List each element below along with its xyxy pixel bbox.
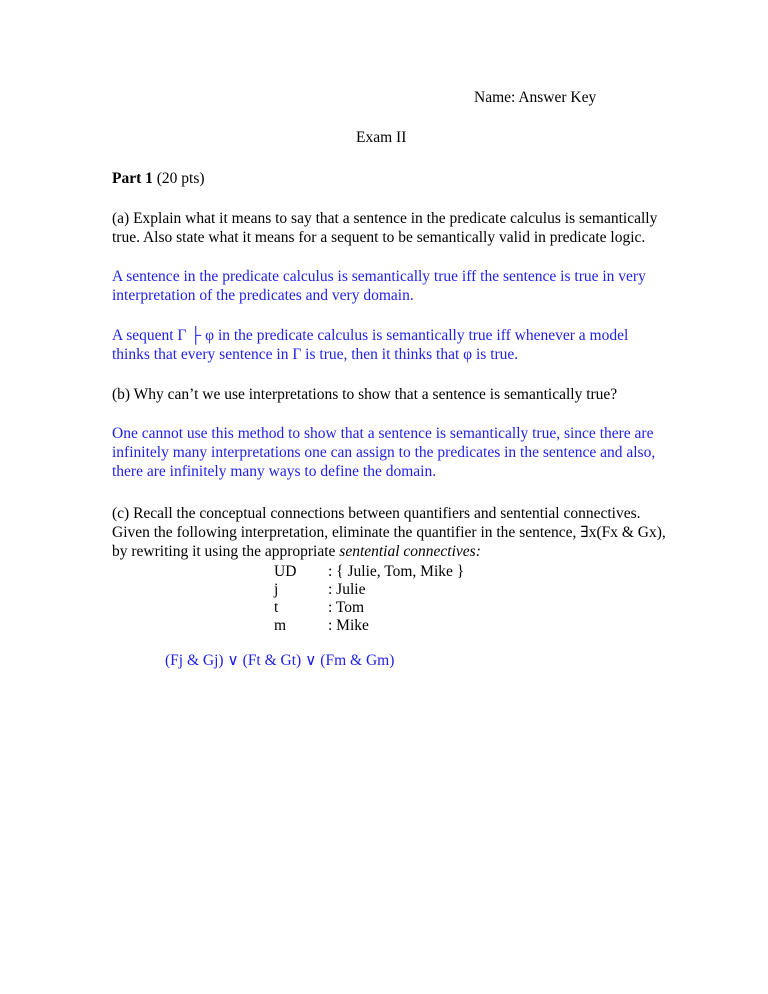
question-c-line-2: Given the following interpretation, eliminate the quantifier in the sentence, ∃x(Fx & Gx), [112,524,666,541]
sentential-connectives-term: sentential connectives: [339,543,481,560]
value-ud: : { Julie, Tom, Mike } [328,563,465,580]
answer-a2-line-2: thinks that every sentence in Γ is true, then it thinks that φ is true. [112,346,519,363]
value-m: : Mike [328,617,369,634]
value-t: : Tom [328,599,365,616]
answer-b-line-2: infinitely many interpretations one can assign to the predicates in the sentence and also, [112,444,656,461]
interpretation-symbols [274,563,296,635]
exam-title: Exam II [356,129,407,146]
question-b: (b) Why can’t we use interpretations to show that a sentence is semantically true? [112,386,618,403]
answer-c: (Fj & Gj) ∨ (Ft & Gt) ∨ (Fm & Gm) [165,652,395,669]
answer-b-line-3: there are infinitely many ways to define the domain. [112,463,437,480]
value-j: : Julie [328,581,366,598]
question-a-line-1: (a) Explain what it means to say that a sentence in the predicate calculus is semantically [112,210,658,227]
answer-b-line-1: One cannot use this method to show that a sentence is semantically true, since there are [112,425,654,442]
question-c-line-3-text: by rewriting it using the appropriate [112,543,340,560]
question-a-line-2: true. Also state what it means for a sequent to be semantically valid in predicate logic. [112,229,646,246]
answer-a2-line-1: A sequent Γ ├ φ in the predicate calculus is semantically true iff whenever a model [112,327,629,344]
question-c-line-1: (c) Recall the conceptual connections between quantifiers and sentential connectives. [112,505,641,522]
part-points: (20 pts) [152,170,205,187]
interpretation-values [328,563,464,635]
answer-a1-line-1: A sentence in the predicate calculus is semantically true iff the sentence is true in very [112,268,646,285]
question-c-line-3 [112,542,481,561]
symbol-j: j [274,581,279,598]
part-heading [112,169,205,188]
part-label: Part 1 [112,170,153,187]
answer-key-name: Name: Answer Key [474,89,597,106]
answer-a1-line-2: interpretation of the predicates and very domain. [112,287,414,304]
symbol-t: t [274,599,279,616]
symbol-ud: UD [274,563,297,580]
symbol-m: m [274,617,287,634]
